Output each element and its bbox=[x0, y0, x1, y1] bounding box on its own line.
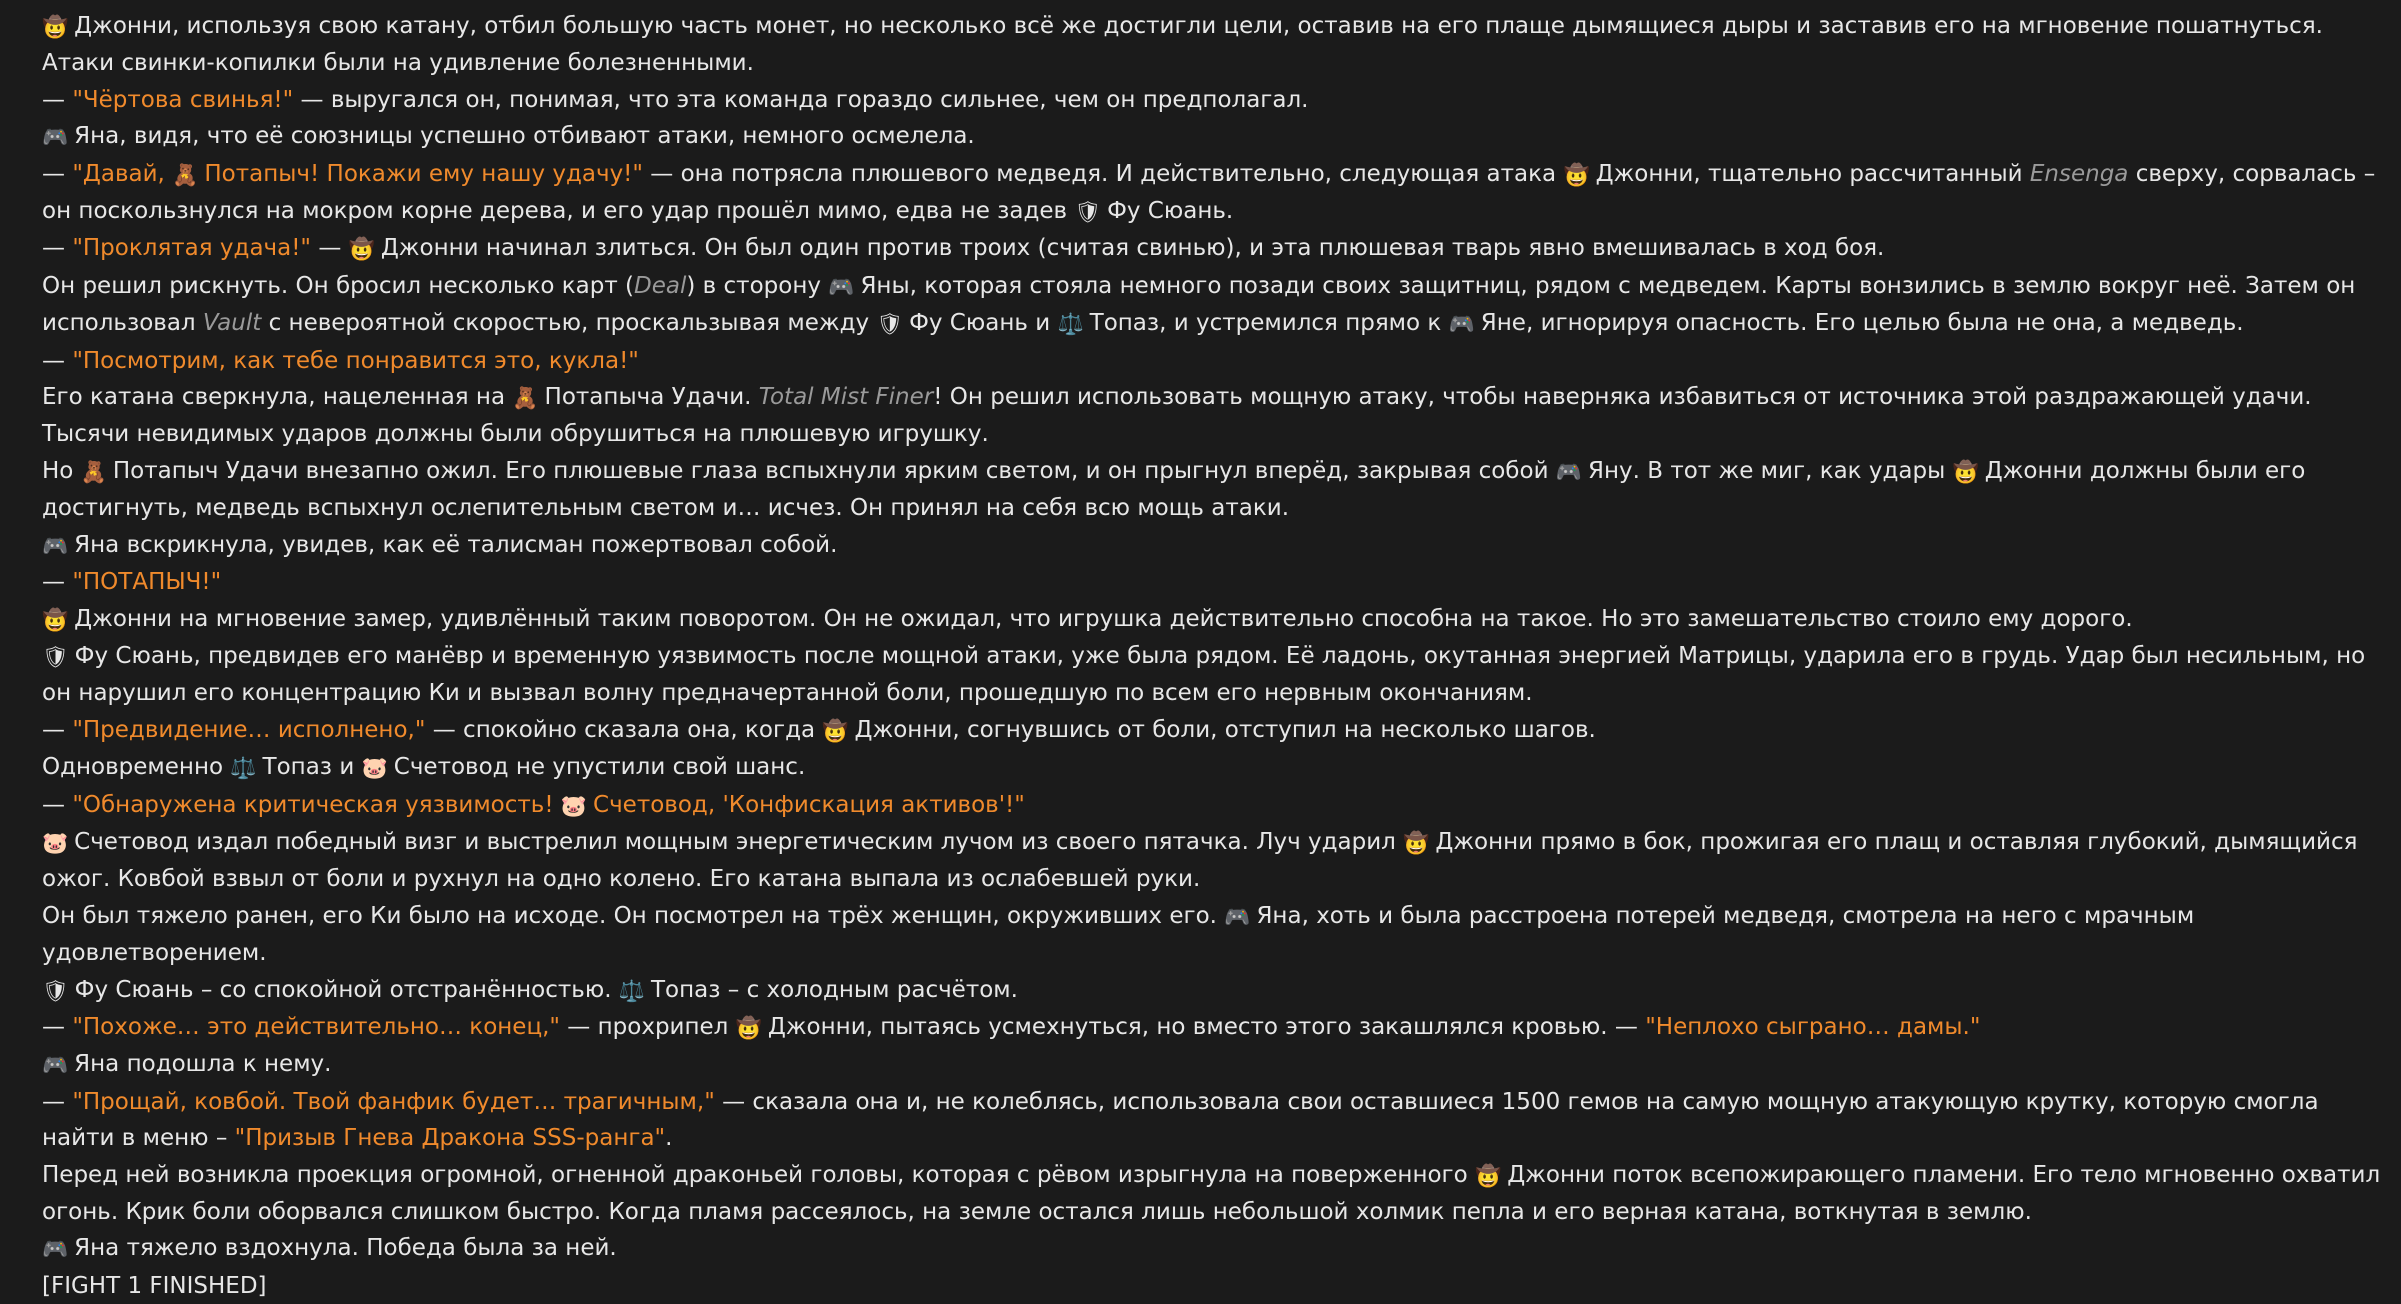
yana-gamepad-icon: 🎮 bbox=[42, 125, 69, 150]
narration-text: Джонни, пытаясь усмехнуться, но вместо этого закашлялся кровью. — bbox=[767, 1013, 1646, 1040]
story-line bbox=[42, 118, 2383, 155]
narration-text: — bbox=[42, 791, 73, 818]
narration-text: Перед ней возникла проекция огромной, огненной драконьей головы, которая с рёвом изрыгнула на поверженного bbox=[42, 1161, 1476, 1188]
narration-text: — она потрясла плюшевого медведя. И действительно, следующая атака bbox=[642, 160, 1564, 187]
narration-text: Джонни должны были его достигнуть, медведь вспыхнул ослепительным светом и… исчез. Он принял на себя всю мощь атаки. bbox=[42, 457, 2306, 522]
johnny-cowboy-icon: 🤠 bbox=[42, 15, 69, 39]
narration-text: Фу Сюань. bbox=[1107, 198, 1234, 225]
dialogue-quote: "ПОТАПЫЧ!" bbox=[72, 569, 222, 596]
story-line bbox=[42, 1268, 2383, 1304]
narration-text: Фу Сюань, предвидев его манёвр и временную уязвимость после мощной атаки, уже была рядом. Её ладонь, окутанная энергией Матрицы, ударила его в грудь. Удар был несильным, но он нарушил его концентрацию Ки и вызвал волну предначертанной боли, прошедшую по всем его нервным окончаниям. bbox=[42, 642, 2366, 707]
story-line bbox=[42, 564, 2383, 600]
story-line bbox=[42, 230, 2383, 267]
accountant-pig-icon: 🐷 bbox=[560, 793, 588, 818]
narration-text: Он был тяжело ранен, его Ки было на исходе. Он посмотрел на трёх женщин, окруживших его. bbox=[42, 902, 1225, 929]
narration-text: Джонни, тщательно рассчитанный bbox=[1595, 160, 2030, 187]
narration-text: Яна, хоть и была расстроена потерей медведя, смотрела на него с мрачным удовлетворением. bbox=[42, 902, 2195, 967]
narration-text: Фу Сюань и bbox=[909, 310, 1058, 337]
narration-text: Он решил рискнуть. Он бросил несколько карт ( bbox=[42, 272, 635, 299]
narration-text: Джонни на мгновение замер, удивлённый таким поворотом. Он не ожидал, что игрушка действительно способна на такое. Но это замешательство стоило ему дорого. bbox=[74, 605, 2133, 632]
narration-text: Яна подошла к нему. bbox=[74, 1051, 332, 1078]
dialogue-quote: "Посмотрим, как тебе понравится это, кукла!" bbox=[72, 347, 639, 374]
story-line bbox=[42, 343, 2383, 379]
story-line bbox=[42, 787, 2383, 824]
story-line bbox=[42, 453, 2383, 527]
narration-text: Яна тяжело вздохнула. Победа была за ней. bbox=[74, 1235, 617, 1262]
narration-text: Счетовод не упустили свой шанс. bbox=[393, 754, 806, 781]
narration-text: — bbox=[42, 347, 73, 374]
narration-text: — bbox=[42, 160, 73, 187]
narration-text: Топаз – с холодным расчётом. bbox=[650, 976, 1018, 1003]
johnny-cowboy-icon: 🤠 bbox=[1403, 830, 1430, 855]
narration-text: — bbox=[42, 569, 73, 596]
story-line bbox=[42, 1157, 2383, 1231]
story-line bbox=[42, 379, 2383, 453]
narration-text: — bbox=[42, 716, 73, 743]
narration-text: — bbox=[42, 86, 73, 113]
dialogue-quote: Потапыч! Покажи ему нашу удачу!" bbox=[204, 160, 643, 187]
johnny-cowboy-icon: 🤠 bbox=[42, 607, 69, 632]
story-line bbox=[42, 898, 2383, 972]
narration-text: Джонни поток всепожирающего пламени. Его тело мгновенно охватил огонь. Крик боли оборвался слишком быстро. Когда пламя рассеялось, на земле остался лишь небольшой холмик пепла и его верная катана, воткнутая в землю. bbox=[42, 1161, 2381, 1225]
narration-text: Яны, которая стояла немного позади своих защитниц, рядом с медведем. Карты вонзились в землю вокруг неё. Затем он использовал bbox=[42, 272, 2356, 337]
dialogue-quote: Счетовод, 'Конфискация активов'!" bbox=[593, 791, 1025, 818]
story-line bbox=[42, 712, 2383, 749]
dialogue-quote: "Неплохо сыграно… дамы." bbox=[1645, 1013, 1981, 1040]
story-line bbox=[42, 601, 2383, 638]
potapych-teddy-bear-icon: 🧸 bbox=[512, 386, 539, 411]
skill-name: Ensenga bbox=[2029, 160, 2129, 187]
potapych-teddy-bear-icon: 🧸 bbox=[172, 162, 199, 187]
dialogue-quote: "Похоже… это действительно… конец," bbox=[72, 1013, 560, 1040]
yana-gamepad-icon: 🎮 bbox=[42, 533, 69, 558]
potapych-teddy-bear-icon: 🧸 bbox=[80, 459, 107, 484]
yana-gamepad-icon: 🎮 bbox=[1448, 312, 1475, 337]
johnny-cowboy-icon: 🤠 bbox=[348, 237, 375, 262]
narration-text: Фу Сюань – со спокойной отстранённостью. bbox=[74, 976, 619, 1003]
story-line bbox=[42, 1084, 2383, 1157]
story-line bbox=[42, 8, 2383, 82]
story-line bbox=[42, 156, 2383, 231]
story-text bbox=[42, 8, 2383, 1304]
story-line bbox=[42, 972, 2383, 1009]
narration-text: Но bbox=[42, 457, 81, 484]
skill-name: Total Mist Finer bbox=[758, 384, 934, 411]
narration-text: — bbox=[42, 1088, 73, 1115]
story-line bbox=[42, 527, 2383, 564]
narration-text: Потапыча Удачи. bbox=[544, 384, 759, 411]
dialogue-quote: "Обнаружена критическая уязвимость! bbox=[72, 791, 561, 818]
narration-text: Его катана сверкнула, нацеленная на bbox=[42, 384, 513, 411]
story-line bbox=[42, 749, 2383, 786]
fu-xuan-shield-icon: 🛡 bbox=[42, 644, 69, 669]
dialogue-quote: "Предвидение… исполнено," bbox=[72, 716, 426, 743]
narration-text: ! Он решил использовать мощную атаку, чтобы наверняка избавиться от источника этой раздражающей удачи. Тысячи невидимых ударов должны были обрушиться на плюшевую игрушку. bbox=[42, 384, 2312, 448]
narration-text: ) в сторону bbox=[686, 272, 829, 299]
yana-gamepad-icon: 🎮 bbox=[42, 1237, 69, 1262]
yana-gamepad-icon: 🎮 bbox=[1555, 459, 1582, 484]
narration-text: — bbox=[42, 1013, 73, 1040]
yana-gamepad-icon: 🎮 bbox=[42, 1053, 69, 1078]
topaz-scales-icon: ⚖️ bbox=[1057, 312, 1084, 337]
yana-gamepad-icon: 🎮 bbox=[1224, 904, 1251, 929]
narration-text: — сказала она и, не колеблясь, использовала свои оставшиеся 1500 гемов на самую мощную атакующую крутку, которую смогла найти в меню – bbox=[42, 1088, 2319, 1152]
narration-text: Топаз и bbox=[262, 754, 362, 781]
story-line bbox=[42, 1009, 2383, 1046]
fu-xuan-shield-icon: 🛡 bbox=[876, 312, 904, 337]
dialogue-quote: "Призыв Гнева Дракона SSS-ранга" bbox=[234, 1125, 666, 1152]
narration-text: сверху, сорвалась – он поскользнулся на мокром корне дерева, и его удар прошёл мимо, едва не задев bbox=[42, 160, 2376, 225]
narration-text: — bbox=[42, 235, 73, 262]
narration-text: — выругался он, понимая, что эта команда гораздо сильнее, чем он предполагал. bbox=[293, 86, 1309, 113]
dialogue-quote: "Проклятая удача!" bbox=[72, 235, 312, 262]
narration-text: Яну. В тот же миг, как удары bbox=[1587, 457, 1953, 484]
narration-text: Потапыч Удачи внезапно ожил. Его плюшевые глаза вспыхнули ярким светом, и он прыгнул вперёд, закрывая собой bbox=[112, 457, 1556, 484]
narration-text: [FIGHT 1 FINISHED] bbox=[42, 1272, 267, 1299]
story-line bbox=[42, 268, 2383, 343]
johnny-cowboy-icon: 🤠 bbox=[1475, 1163, 1502, 1188]
johnny-cowboy-icon: 🤠 bbox=[735, 1015, 762, 1040]
narration-text: Джонни прямо в бок, прожигая его плащ и оставляя глубокий, дымящийся ожог. Ковбой взвыл от боли и рухнул на одно колено. Его катана выпала из ослабевшей руки. bbox=[42, 828, 2358, 893]
narration-text: Счетовод издал победный визг и выстрелил мощным энергетическим лучом из своего пятачка. Луч ударил bbox=[74, 828, 1404, 855]
skill-name: Vault bbox=[202, 310, 262, 337]
fu-xuan-shield-icon: 🛡 bbox=[1074, 200, 1102, 225]
narration-text: Джонни, используя свою катану, отбил большую часть монет, но несколько всё же достигли цели, оставив на его плаще дымящиеся дыры и заставив его на мгновение пошатнуться. Атаки свинки-копилки были на удивление болезненными. bbox=[42, 13, 2323, 77]
topaz-scales-icon: ⚖️ bbox=[618, 978, 645, 1003]
narration-text: Яна, видя, что её союзницы успешно отбивают атаки, немного осмелела. bbox=[74, 123, 975, 150]
narration-text: . bbox=[665, 1125, 673, 1152]
story-line bbox=[42, 638, 2383, 712]
dialogue-quote: "Давай, bbox=[72, 160, 173, 187]
yana-gamepad-icon: 🎮 bbox=[828, 274, 855, 299]
narration-text: Яне, игнорируя опасность. Его целью была не она, а медведь. bbox=[1480, 310, 2244, 337]
dialogue-quote: "Прощай, ковбой. Твой фанфик будет… трагичным," bbox=[72, 1088, 715, 1115]
johnny-cowboy-icon: 🤠 bbox=[822, 718, 849, 743]
narration-text: с невероятной скоростью, проскальзывая между bbox=[261, 310, 877, 337]
narration-text: — bbox=[311, 235, 349, 262]
accountant-pig-icon: 🐷 bbox=[361, 756, 388, 781]
accountant-pig-icon: 🐷 bbox=[42, 830, 69, 855]
narration-text: Джонни, согнувшись от боли, отступил на несколько шагов. bbox=[854, 716, 1596, 743]
narration-text: Яна вскрикнула, увидев, как её талисман пожертвовал собой. bbox=[74, 531, 838, 558]
narration-text: — прохрипел bbox=[560, 1013, 736, 1040]
story-line bbox=[42, 82, 2383, 118]
topaz-scales-icon: ⚖️ bbox=[230, 756, 257, 781]
johnny-cowboy-icon: 🤠 bbox=[1952, 459, 1979, 484]
johnny-cowboy-icon: 🤠 bbox=[1563, 162, 1590, 187]
fu-xuan-shield-icon: 🛡 bbox=[42, 978, 69, 1003]
skill-name: Deal bbox=[634, 272, 687, 299]
story-line bbox=[42, 1046, 2383, 1083]
narration-text: Топаз, и устремился прямо к bbox=[1089, 310, 1449, 337]
story-line bbox=[42, 824, 2383, 898]
narration-text: — спокойно сказала она, когда bbox=[425, 716, 823, 743]
narration-text: Одновременно bbox=[42, 754, 231, 781]
story-line bbox=[42, 1230, 2383, 1267]
narration-text: Джонни начинал злиться. Он был один против троих (считая свинью), и эта плюшевая тварь явно вмешивалась в ход боя. bbox=[380, 235, 1885, 262]
dialogue-quote: "Чёртова свинья!" bbox=[72, 86, 294, 113]
